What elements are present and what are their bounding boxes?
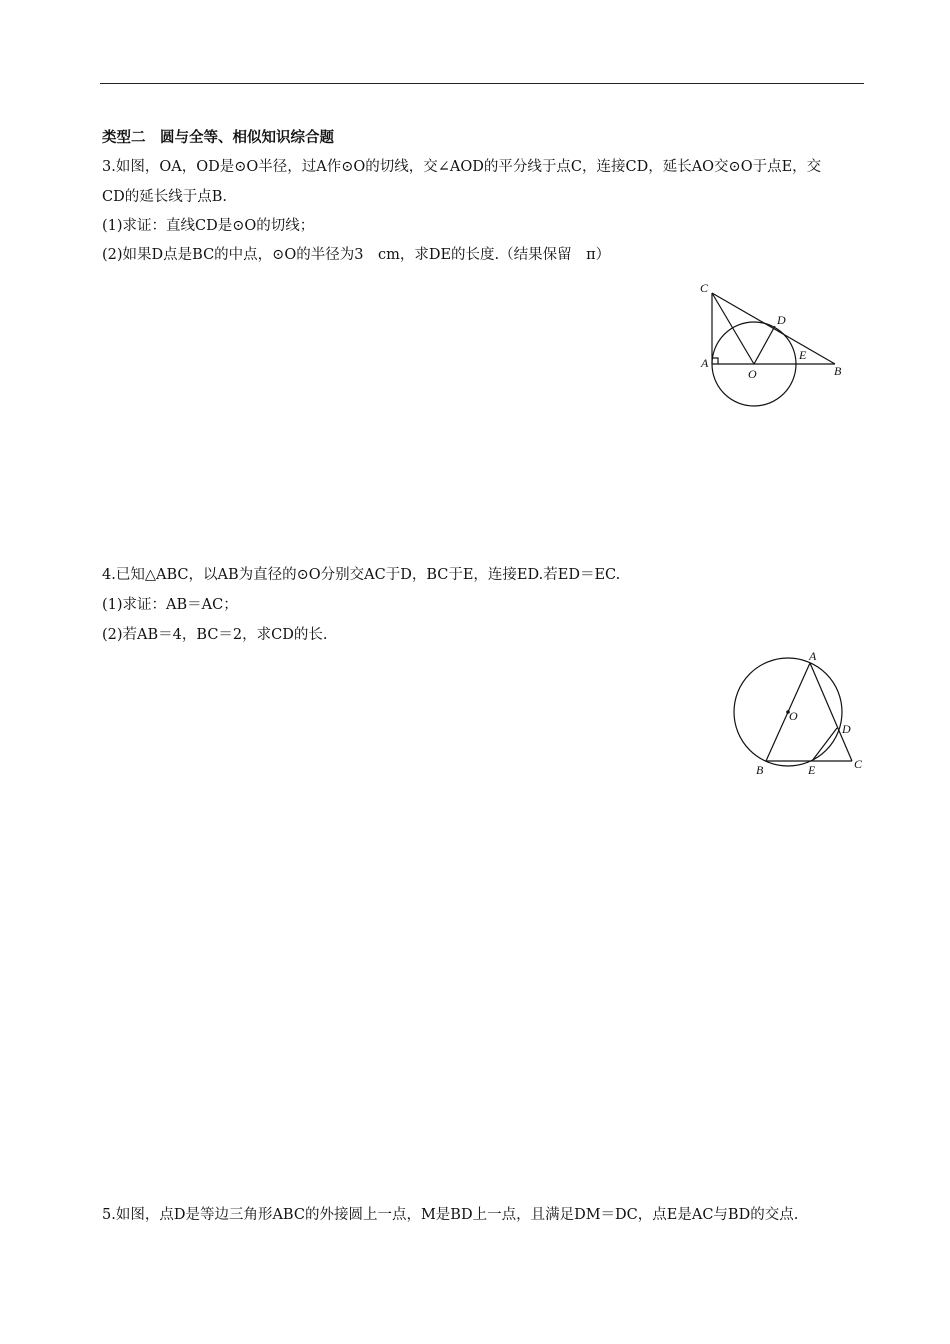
- q3-figure: [695, 278, 855, 410]
- q3-stem-line1: 3.如图，OA，OD是⊙O半径，过A作⊙O的切线，交∠AOD的平分线于点C，连接CD，延长AO交⊙O于点E，交: [102, 159, 822, 175]
- q4-label-o: O: [789, 709, 798, 723]
- q3-part2: (2)如果D点是BC的中点，⊙O的半径为3 cm，求DE的长度.（结果保留 π）: [102, 247, 611, 263]
- q4-part1: (1)求证：AB＝AC；: [102, 597, 238, 613]
- q4-label-e: E: [808, 763, 816, 777]
- section-title: 类型二 圆与全等、相似知识综合题: [102, 130, 334, 146]
- q3-label-b: B: [834, 364, 842, 378]
- q4-label-c: C: [854, 757, 863, 771]
- q4-label-d: D: [842, 722, 851, 736]
- header-rule: [100, 83, 864, 84]
- q4-line-ac: [810, 663, 852, 761]
- q3-part1: (1)求证：直线CD是⊙O的切线；: [102, 218, 315, 234]
- q4-label-b: B: [756, 763, 764, 777]
- q3-label-e: E: [799, 348, 807, 362]
- q4-line-ed: [812, 728, 837, 761]
- q3-line-co: [712, 293, 754, 364]
- q3-label-c: C: [700, 281, 709, 295]
- q4-figure: [725, 645, 870, 780]
- q4-stem: 4.已知△ABC，以AB为直径的⊙O分别交AC于D，BC于E，连接ED.若ED＝EC.: [102, 567, 621, 583]
- q3-stem-line2: CD的延长线于点B.: [102, 189, 227, 205]
- q3-label-d: D: [777, 313, 786, 327]
- q3-label-o: O: [748, 367, 757, 381]
- q4-label-a: A: [809, 649, 817, 663]
- q5-stem: 5.如图，点D是等边三角形ABC的外接圆上一点，M是BD上一点，且满足DM＝DC，点E是AC与BD的交点.: [102, 1207, 799, 1223]
- q3-line-od: [754, 326, 775, 364]
- q3-label-a: A: [701, 356, 709, 370]
- q4-part2: (2)若AB＝4，BC＝2，求CD的长.: [102, 627, 328, 643]
